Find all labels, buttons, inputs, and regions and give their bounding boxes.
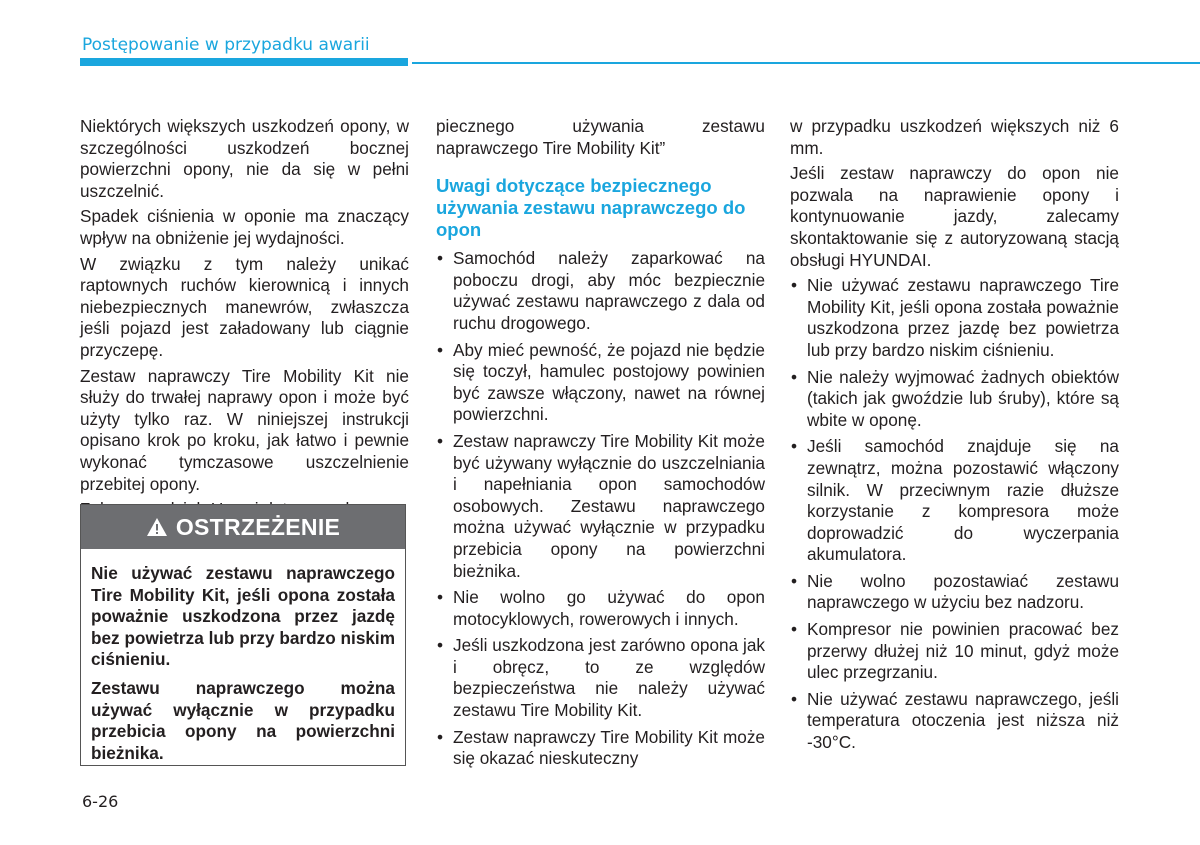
warning-header <box>81 505 405 549</box>
bullet-icon: • <box>437 726 444 747</box>
header-rule-thin <box>412 62 1200 64</box>
list-item: • Nie wolno go używać do opon motocyklowych, rowerowych i innych. <box>437 587 765 629</box>
paragraph: Spadek ciśnienia w oponie ma znaczący wpływ na obniżenie jej wydajności. <box>80 206 409 248</box>
warning-title: OSTRZEŻENIE <box>175 513 341 540</box>
paragraph: W związku z tym należy unikać raptownych ruchów kierownicą i innych niebezpiecznych manewrów, zwłaszcza jeśli pojazd jest załadowany lub ciągnie przyczepę. <box>80 253 409 360</box>
list-item: • Jeśli samochód znajduje się na zewnątrz, można pozostawić włączony silnik. W przeciwnym razie dłuższe korzystanie z kompresora może doprowadzić do wyczerpania akumulatora. <box>791 436 1119 565</box>
section-title: Postępowanie w przypadku awarii <box>82 35 370 55</box>
warning-triangle-icon <box>146 517 168 537</box>
column-1 <box>80 116 409 525</box>
bullet-icon: • <box>791 619 798 640</box>
subheading: Uwagi dotyczące bezpiecznego używania zestawu naprawczego do opon <box>436 175 746 241</box>
warning-box <box>80 504 406 766</box>
continuation-text: piecznego używania zestawu naprawczego Tire Mobility Kit” <box>436 116 765 158</box>
list-item: • Jeśli uszkodzona jest zarówno opona jak i obręcz, to ze względów bezpieczeństwa nie należy używać zestawu Tire Mobility Kit. <box>437 635 765 721</box>
list-item: • Kompresor nie powinien pracować bez przerwy dłużej niż 10 minut, gdyż może ulec przegrzaniu. <box>791 619 1119 683</box>
bullet-icon: • <box>791 436 798 457</box>
list-item: • Samochód należy zaparkować na poboczu drogi, aby móc bezpiecznie używać zestawu naprawczego z dala od ruchu drogowego. <box>437 248 765 333</box>
bullet-list <box>790 275 1119 753</box>
bullet-list <box>436 248 765 770</box>
warning-paragraph: Nie używać zestawu naprawczego Tire Mobility Kit, jeśli opona została poważnie uszkodzona przez jazdę bez powietrza lub przy bardzo niskim ciśnieniu. <box>91 563 395 670</box>
bullet-icon: • <box>791 366 798 387</box>
bullet-icon: • <box>437 587 444 608</box>
paragraph: Zestaw naprawczy Tire Mobility Kit nie służy do trwałej naprawy opon i może być użyty tylko raz. W niniejszej instrukcji opisano krok po kroku, jak łatwo i pewnie wykonać tymczasowe uszczelnienie przebitej opony. <box>80 365 409 494</box>
header-rule-thick <box>80 58 408 66</box>
page-number: 6-26 <box>82 792 119 811</box>
list-item: • Zestaw naprawczy Tire Mobility Kit może być używany wyłącznie do uszczelniania i napełniania opon samochodów osobowych. Zestawu naprawczego można używać wyłącznie w przypadku przebicia opony na powierzchni bieżnika. <box>437 430 765 581</box>
paragraph: Niektórych większych uszkodzeń opony, w szczególności uszkodzeń bocznej powierzchni opony, nie da się w pełni uszczelnić. <box>80 116 409 201</box>
list-item: • Zestaw naprawczy Tire Mobility Kit może się okazać nieskuteczny <box>437 726 765 769</box>
list-item: • Aby mieć pewność, że pojazd nie będzie się toczył, hamulec postojowy powinien być zawsze włączony, nawet na równej powierzchni. <box>437 339 765 425</box>
warning-body <box>81 549 405 764</box>
list-item: • Nie wolno pozostawiać zestawu naprawczego w użyciu bez nadzoru. <box>791 570 1119 613</box>
column-2 <box>436 116 765 775</box>
bullet-icon: • <box>791 570 798 591</box>
bullet-icon: • <box>437 430 444 451</box>
list-item: • Nie należy wyjmować żadnych obiektów (takich jak gwoździe lub śruby), które są wbite w oponę. <box>791 366 1119 430</box>
bullet-icon: • <box>437 635 444 656</box>
continuation-text: w przypadku uszkodzeń większych niż 6 mm. <box>790 116 1119 158</box>
bullet-icon: • <box>437 339 444 360</box>
bullet-icon: • <box>437 248 444 269</box>
paragraph: Jeśli zestaw naprawczy do opon nie pozwala na naprawienie opony i kontynuowanie jazdy, zalecamy skontaktowanie się z autoryzowaną stacją obsługi HYUNDAI. <box>790 163 1119 270</box>
column-3 <box>790 116 1119 759</box>
bullet-icon: • <box>791 275 798 296</box>
list-item: • Nie używać zestawu naprawczego, jeśli temperatura otoczenia jest niższa niż -30°C. <box>791 688 1119 753</box>
list-item: • Nie używać zestawu naprawczego Tire Mobility Kit, jeśli opona została poważnie uszkodzona przez jazdę bez powietrza lub przy bardzo niskim ciśnieniu. <box>791 275 1119 360</box>
bullet-icon: • <box>791 688 798 709</box>
warning-paragraph: Zestawu naprawczego można używać wyłącznie w przypadku przebicia opony na powierzchni bieżnika. <box>91 677 395 763</box>
